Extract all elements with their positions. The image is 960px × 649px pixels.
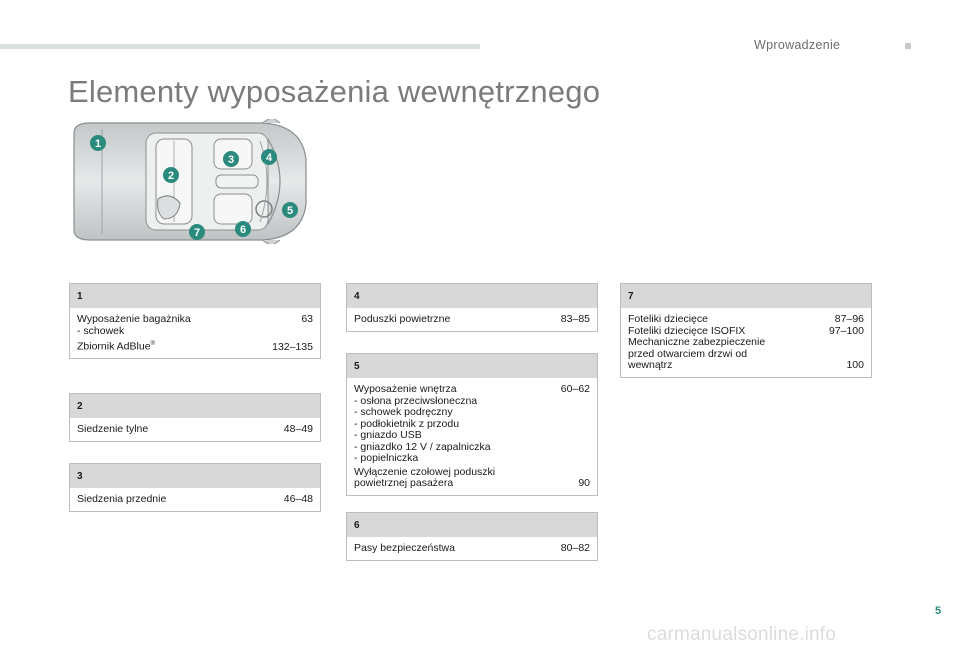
box-number: 6 [347,513,597,537]
list-item: Siedzenie tylne 48–49 [77,423,313,435]
svg-text:3: 3 [227,154,235,166]
page-number: 5 [935,605,942,617]
car-interior-illustration [66,119,310,244]
box-1 [69,283,321,359]
list-item: Zbiornik AdBlue® 132–135 [77,340,313,353]
watermark: carmanualsonline.info [647,624,837,645]
box-number: 7 [621,284,871,308]
box-number: 5 [347,354,597,378]
svg-text:6: 6 [239,224,247,236]
box-7 [620,283,872,378]
section-marker [905,43,911,49]
list-item: Mechaniczne zabezpieczenie przed otwarciem drzwi od wewnątrz 100 [628,336,864,371]
section-title: Wprowadzenie [754,38,841,52]
marker-5-icon [282,202,298,218]
svg-text:2: 2 [167,170,175,182]
list-item: - gniazdko 12 V / zapalniczka [354,440,491,453]
list-item: - gniazdo USB [354,429,422,441]
svg-text:1: 1 [94,138,102,150]
list-item: Pasy bezpieczeństwa 80–82 [354,542,590,554]
box-5 [346,353,598,496]
svg-text:4: 4 [265,152,273,164]
list-item: Poduszki powietrzne 83–85 [354,313,590,325]
list-item: Wyposażenie wnętrza 60–62 [354,383,590,395]
list-item: Siedzenia przednie 46–48 [77,493,313,505]
list-item: - schowek podręczny [354,406,453,418]
marker-2-icon [163,167,179,183]
marker-7-icon [189,224,205,240]
marker-4-icon [261,149,277,165]
list-item: Wyposażenie bagażnika 63 [77,313,313,325]
box-number: 3 [70,464,320,488]
marker-1-icon [90,135,106,151]
box-4 [346,283,598,332]
marker-6-icon [235,221,251,237]
list-item: Foteliki dziecięce 87–96 [628,313,864,325]
list-item: - popielniczka [354,452,419,464]
list-item: Foteliki dziecięce ISOFIX 97–100 [628,324,864,337]
list-item: - podłokietnik z przodu [354,417,460,430]
page-title: Elementy wyposażenia wewnętrznego [68,74,601,109]
box-6 [346,512,598,561]
box-3 [69,463,321,512]
marker-3-icon [223,151,239,167]
box-2 [69,393,321,442]
list-item: Wyłączenie czołowej poduszki powietrznej pasażera 90 [354,465,590,489]
box-number: 4 [347,284,597,308]
header-bar [0,44,480,49]
svg-text:5: 5 [286,205,294,217]
box-number: 1 [70,284,320,308]
box-number: 2 [70,394,320,418]
svg-text:7: 7 [193,227,201,239]
list-item: - schowek [77,324,125,337]
list-item: - osłona przeciwsłoneczna [354,394,478,407]
